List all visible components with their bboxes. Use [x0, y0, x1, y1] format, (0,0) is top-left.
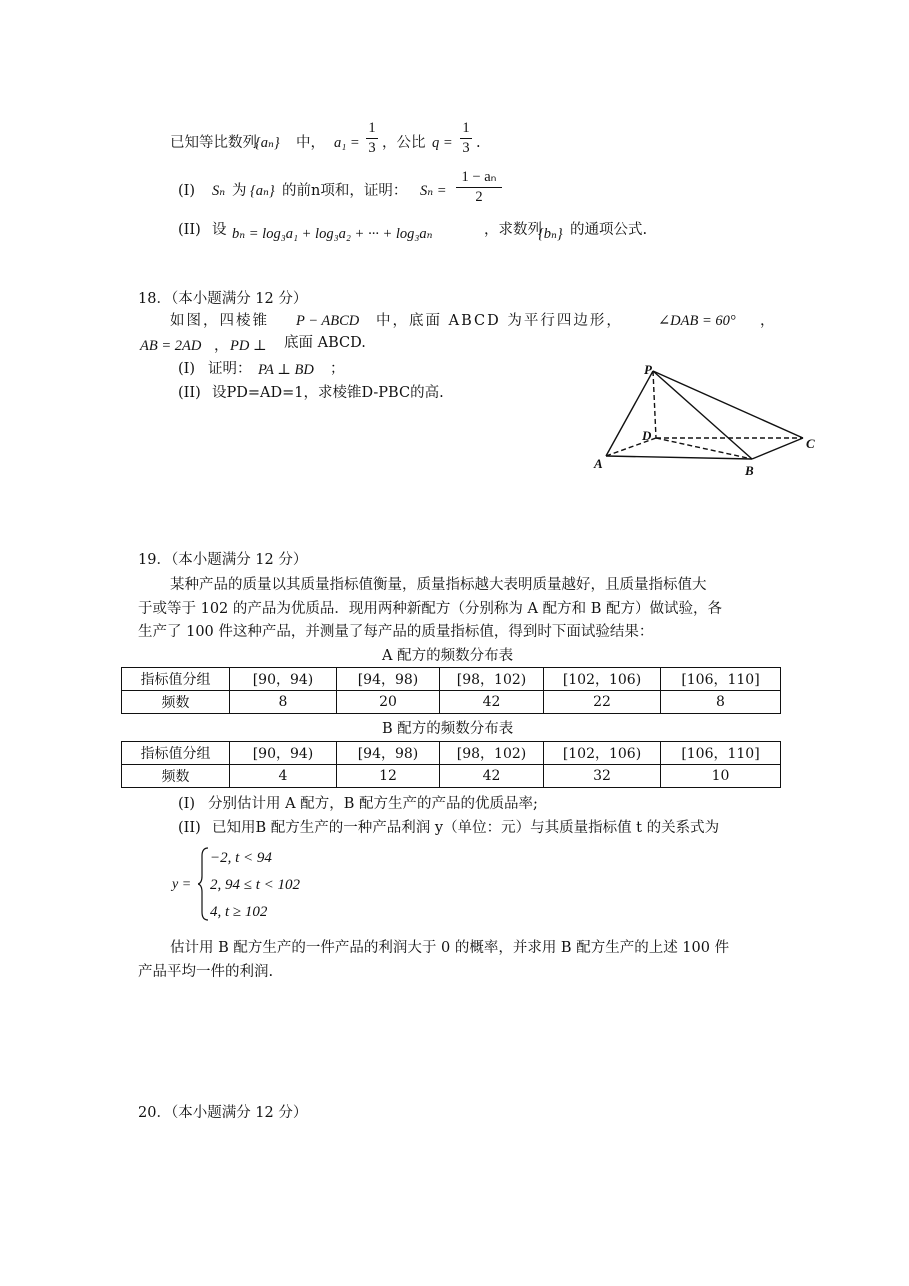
- piecewise-case2: 2, 94 ≤ t < 102: [210, 877, 301, 893]
- tableB-group: [106，110]: [661, 742, 781, 765]
- q18-part1-end: ；: [330, 361, 345, 377]
- tableB: [121, 741, 781, 788]
- edge-AB: [606, 456, 752, 459]
- piecewise-brace: [198, 846, 210, 922]
- q17-part1-num: 1 − aₙ: [461, 169, 497, 185]
- q18-part1-formula: PA ⊥ BD: [258, 362, 314, 378]
- q17-part2-text-c: 的通项公式.: [570, 222, 648, 238]
- tableA-freq: 20: [337, 691, 440, 714]
- piecewise-case1: −2, t < 94: [210, 850, 272, 866]
- q17-intro-mid: 中，: [296, 135, 325, 151]
- q18-header: 18．（本小题满分 12 分）: [138, 291, 308, 307]
- q17-seq-a: {aₙ}: [255, 135, 280, 151]
- q17-ratio-label: ，公比: [382, 135, 426, 151]
- edge-BC: [752, 438, 803, 459]
- tableB-freq: 32: [544, 765, 661, 788]
- tableB-row-groups: [122, 742, 781, 765]
- q17-part2-seq: {bₙ}: [538, 226, 563, 242]
- q17-part1-lhs: Sₙ =: [420, 183, 447, 199]
- edge-PC: [653, 371, 803, 438]
- label-D: D: [642, 428, 652, 443]
- q18-part2-text: 设PD=AD=1，求棱锥D-PBC的高.: [212, 385, 444, 401]
- q18-part1-text: 证明：: [208, 361, 252, 377]
- tableB-group: [94，98): [337, 742, 440, 765]
- tableB-group: [90，94): [230, 742, 337, 765]
- edge-PB: [653, 371, 752, 459]
- q17-q-den: 3: [462, 139, 470, 156]
- q18-part1-label: (I): [178, 361, 196, 377]
- q17-a1-den: 3: [368, 139, 376, 156]
- q18-line1-e: ，: [760, 313, 775, 329]
- q20-header: 20．（本小题满分 12 分）: [138, 1105, 308, 1121]
- pyramid-figure: [580, 356, 830, 486]
- tableB-freq: 4: [230, 765, 337, 788]
- q19-para5: 产品平均一件的利润.: [138, 964, 274, 980]
- q17-part2-formula: bₙ = log₃a₁ + log₃a₂ + ··· + log₃aₙ: [232, 226, 433, 242]
- q19-part2-text: 已知用B 配方生产的一种产品利润 y（单位：元）与其质量指标值 t 的关系式为: [212, 820, 720, 836]
- q17-a1-fraction: [366, 121, 378, 155]
- tableA-group: [102，106): [544, 668, 661, 691]
- q17-part2-she: 设: [212, 222, 227, 238]
- tableA-freq: 42: [440, 691, 544, 714]
- tableA-group: [90，94): [230, 668, 337, 691]
- q19-para4: 估计用 B 配方生产的一件产品的利润大于 0 的概率，并求用 B 配方生产的上述 100 件: [170, 940, 730, 956]
- piecewise-case3: 4, t ≥ 102: [210, 904, 268, 920]
- tableA-freq: 8: [661, 691, 781, 714]
- tableB-freq: 42: [440, 765, 544, 788]
- label-B: B: [745, 463, 754, 478]
- q17-part1-wei: 为: [232, 183, 247, 199]
- q17-part1-label: (I): [178, 183, 196, 199]
- q17-part2-text-b: ，求数列: [484, 222, 542, 238]
- tableA-freq: 22: [544, 691, 661, 714]
- tableA-label-freq: 频数: [122, 691, 230, 714]
- q19-header: 19．（本小题满分 12 分）: [138, 552, 308, 568]
- q17-intro-prefix: 已知等比数列: [170, 135, 257, 151]
- label-P: P: [644, 362, 652, 377]
- tableA-title: A 配方的频数分布表: [382, 648, 514, 664]
- q19-para3: 生产了 100 件这种产品，并测量了每产品的质量指标值，得到时下面试验结果：: [138, 624, 654, 640]
- q19-part1-text: 分别估计用 A 配方，B 配方生产的产品的优质品率;: [208, 796, 538, 812]
- q17-a1-num: 1: [368, 120, 376, 136]
- tableB-title: B 配方的频数分布表: [382, 721, 514, 737]
- tableB-freq: 12: [337, 765, 440, 788]
- q17-part1-text: 的前n项和，证明：: [282, 183, 408, 199]
- tableB-label-group: 指标值分组: [122, 742, 230, 765]
- q17-part2-label: (II): [178, 222, 201, 238]
- q18-line1-d: ∠DAB = 60°: [658, 313, 736, 329]
- q17-a1: a₁ =: [334, 135, 360, 151]
- q18-line2-d: 底面 ABCD.: [284, 335, 366, 351]
- tableA-row-groups: [122, 668, 781, 691]
- tableA-freq: 8: [230, 691, 337, 714]
- q18-line2-b: ，: [214, 338, 229, 354]
- q17-q: q =: [432, 135, 453, 151]
- q19-para1: 某种产品的质量以其质量指标值衡量，质量指标越大表明质量越好，且质量指标值大: [170, 577, 707, 593]
- tableB-group: [98，102): [440, 742, 544, 765]
- tableB-row-freq: [122, 765, 781, 788]
- tableA-group: [106，110]: [661, 668, 781, 691]
- piecewise-lhs: y =: [172, 877, 192, 892]
- edge-PA: [606, 371, 653, 456]
- q17-q-num: 1: [462, 120, 470, 136]
- tableA-group: [94，98): [337, 668, 440, 691]
- q19-part1-label: (I): [178, 796, 196, 812]
- q19-para2: 于或等于 102 的产品为优质品．现用两种新配方（分别称为 A 配方和 B 配方）做试验，各: [138, 601, 722, 617]
- q17-part1-fraction: [456, 170, 502, 204]
- tableA: [121, 667, 781, 714]
- tableA-group: [98，102): [440, 668, 544, 691]
- label-A: A: [594, 456, 603, 471]
- edge-PD: [653, 371, 656, 438]
- q17-part1-seq: {aₙ}: [250, 183, 275, 199]
- q18-line2-a: AB = 2AD: [140, 338, 202, 354]
- tableB-group: [102，106): [544, 742, 661, 765]
- q18-line2-c: PD ⊥: [230, 338, 267, 354]
- tableA-row-freq: [122, 691, 781, 714]
- tableB-freq: 10: [661, 765, 781, 788]
- label-C: C: [806, 436, 815, 451]
- q17-part1-den: 2: [475, 188, 483, 205]
- q18-line1-a: 如图，四棱锥: [170, 313, 269, 329]
- q17-part1-s: Sₙ: [212, 183, 226, 199]
- q19-part2-label: (II): [178, 820, 201, 836]
- q18-line1-c: 中，底面 ABCD 为平行四边形，: [376, 313, 623, 329]
- q18-line1-b: P − ABCD: [296, 313, 360, 329]
- tableB-label-freq: 频数: [122, 765, 230, 788]
- q18-part2-label: (II): [178, 385, 201, 401]
- edge-DB: [656, 438, 752, 459]
- tableA-label-group: 指标值分组: [122, 668, 230, 691]
- q17-end: .: [476, 135, 481, 151]
- q17-q-fraction: [460, 121, 472, 155]
